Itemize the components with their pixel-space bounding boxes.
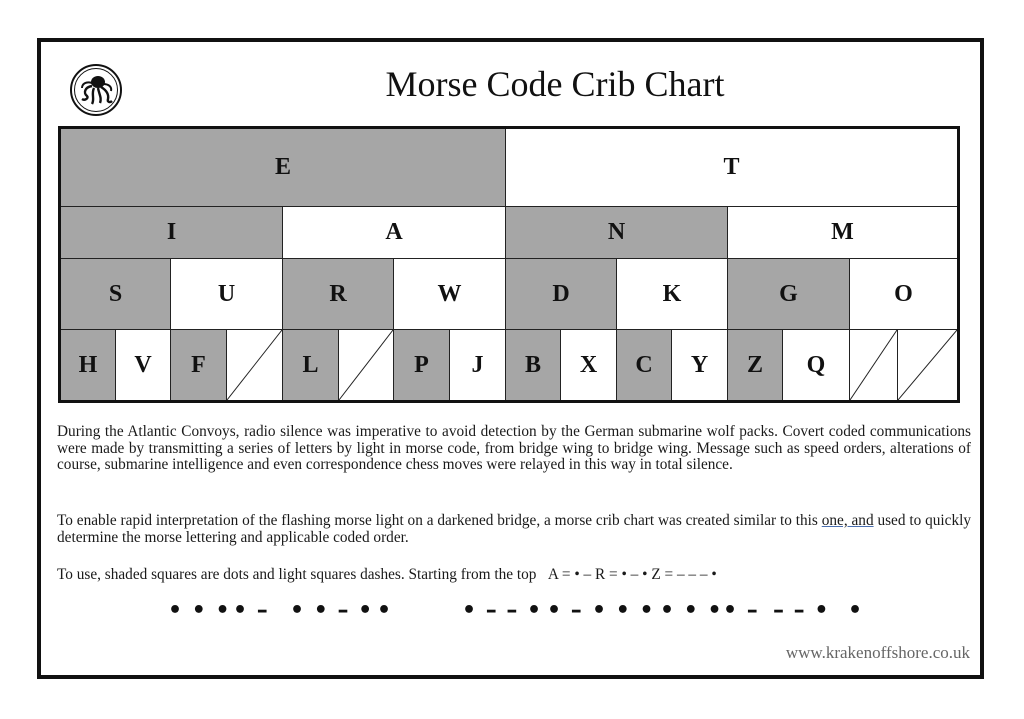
cell-i: I bbox=[61, 207, 283, 259]
cell-u: U bbox=[171, 259, 283, 330]
cell-s: S bbox=[61, 259, 171, 330]
cell-h: H bbox=[61, 330, 116, 400]
cell-p: P bbox=[394, 330, 450, 400]
cell-e: E bbox=[61, 129, 506, 207]
usage-instructions bbox=[57, 566, 717, 584]
cell-o: O bbox=[850, 259, 957, 330]
diagonal-slash-icon bbox=[898, 330, 957, 400]
cell-b: B bbox=[506, 330, 561, 400]
history-paragraph: During the Atlantic Convoys, radio silence was imperative to avoid detection by the German submarine wolf packs. Covert coded communications were made by transmitting a series of letters by light in morse code, from bridge wing to bridge wing. Message such as speed orders, alterations of course, submarine intelligence and even correspondence chess moves were relayed in this way in total silence. bbox=[57, 423, 971, 473]
diagonal-slash-icon bbox=[227, 330, 282, 400]
morse-letter: • • • bbox=[168, 598, 231, 623]
cell-c: C bbox=[617, 330, 672, 400]
purpose-link-text: one, and bbox=[821, 512, 874, 529]
morse-letter: • • • bbox=[592, 598, 655, 623]
usage-examples: A = • – R = • – • Z = – – – • bbox=[547, 566, 717, 583]
website-url[interactable]: www.krakenoffshore.co.uk bbox=[785, 643, 970, 662]
cell-y: Y bbox=[672, 330, 728, 400]
cell-r: R bbox=[283, 259, 394, 330]
morse-letter: • – bbox=[723, 598, 759, 623]
morse-letter: • bbox=[848, 598, 864, 623]
cell-x: X bbox=[561, 330, 617, 400]
cell-empty-3 bbox=[850, 330, 898, 400]
cell-q: Q bbox=[783, 330, 850, 400]
purpose-paragraph bbox=[57, 513, 971, 546]
usage-text: To use, shaded squares are dots and light squares dashes. Starting from the top bbox=[57, 566, 537, 583]
page-title: Morse Code Crib Chart bbox=[385, 64, 725, 104]
cell-g: G bbox=[728, 259, 850, 330]
cell-a: A bbox=[283, 207, 506, 259]
purpose-text-end: used to quickly determine the morse lettering and applicable coded order. bbox=[57, 512, 971, 546]
cell-j: J bbox=[450, 330, 506, 400]
diagonal-slash-icon bbox=[339, 330, 393, 400]
cell-d: D bbox=[506, 259, 617, 330]
morse-letter: • • • bbox=[660, 598, 723, 623]
cell-n: N bbox=[506, 207, 728, 259]
cell-k: K bbox=[617, 259, 728, 330]
purpose-text-start: To enable rapid interpretation of the flashing morse light on a darkened bridge, a morse crib chart was created similar to this bbox=[57, 512, 822, 529]
cell-f: F bbox=[171, 330, 227, 400]
cell-l: L bbox=[283, 330, 339, 400]
cell-v: V bbox=[116, 330, 171, 400]
cell-empty-4 bbox=[898, 330, 957, 400]
morse-letter: • • – • bbox=[290, 598, 374, 623]
morse-letter: • – bbox=[233, 598, 269, 623]
morse-letter: • bbox=[377, 598, 393, 623]
morse-letter: • – – • bbox=[462, 598, 543, 623]
diagonal-slash-icon bbox=[850, 330, 897, 400]
cell-t: T bbox=[506, 129, 957, 207]
morse-code-message bbox=[0, 598, 1024, 628]
cell-empty-1 bbox=[227, 330, 283, 400]
morse-crib-grid bbox=[58, 126, 960, 403]
cell-empty-2 bbox=[339, 330, 394, 400]
cell-w: W bbox=[394, 259, 506, 330]
morse-letter: • – bbox=[547, 598, 583, 623]
cell-z: Z bbox=[728, 330, 783, 400]
morse-letter: – – • bbox=[773, 598, 830, 623]
cell-m: M bbox=[728, 207, 957, 259]
kraken-octopus-logo bbox=[69, 63, 123, 117]
